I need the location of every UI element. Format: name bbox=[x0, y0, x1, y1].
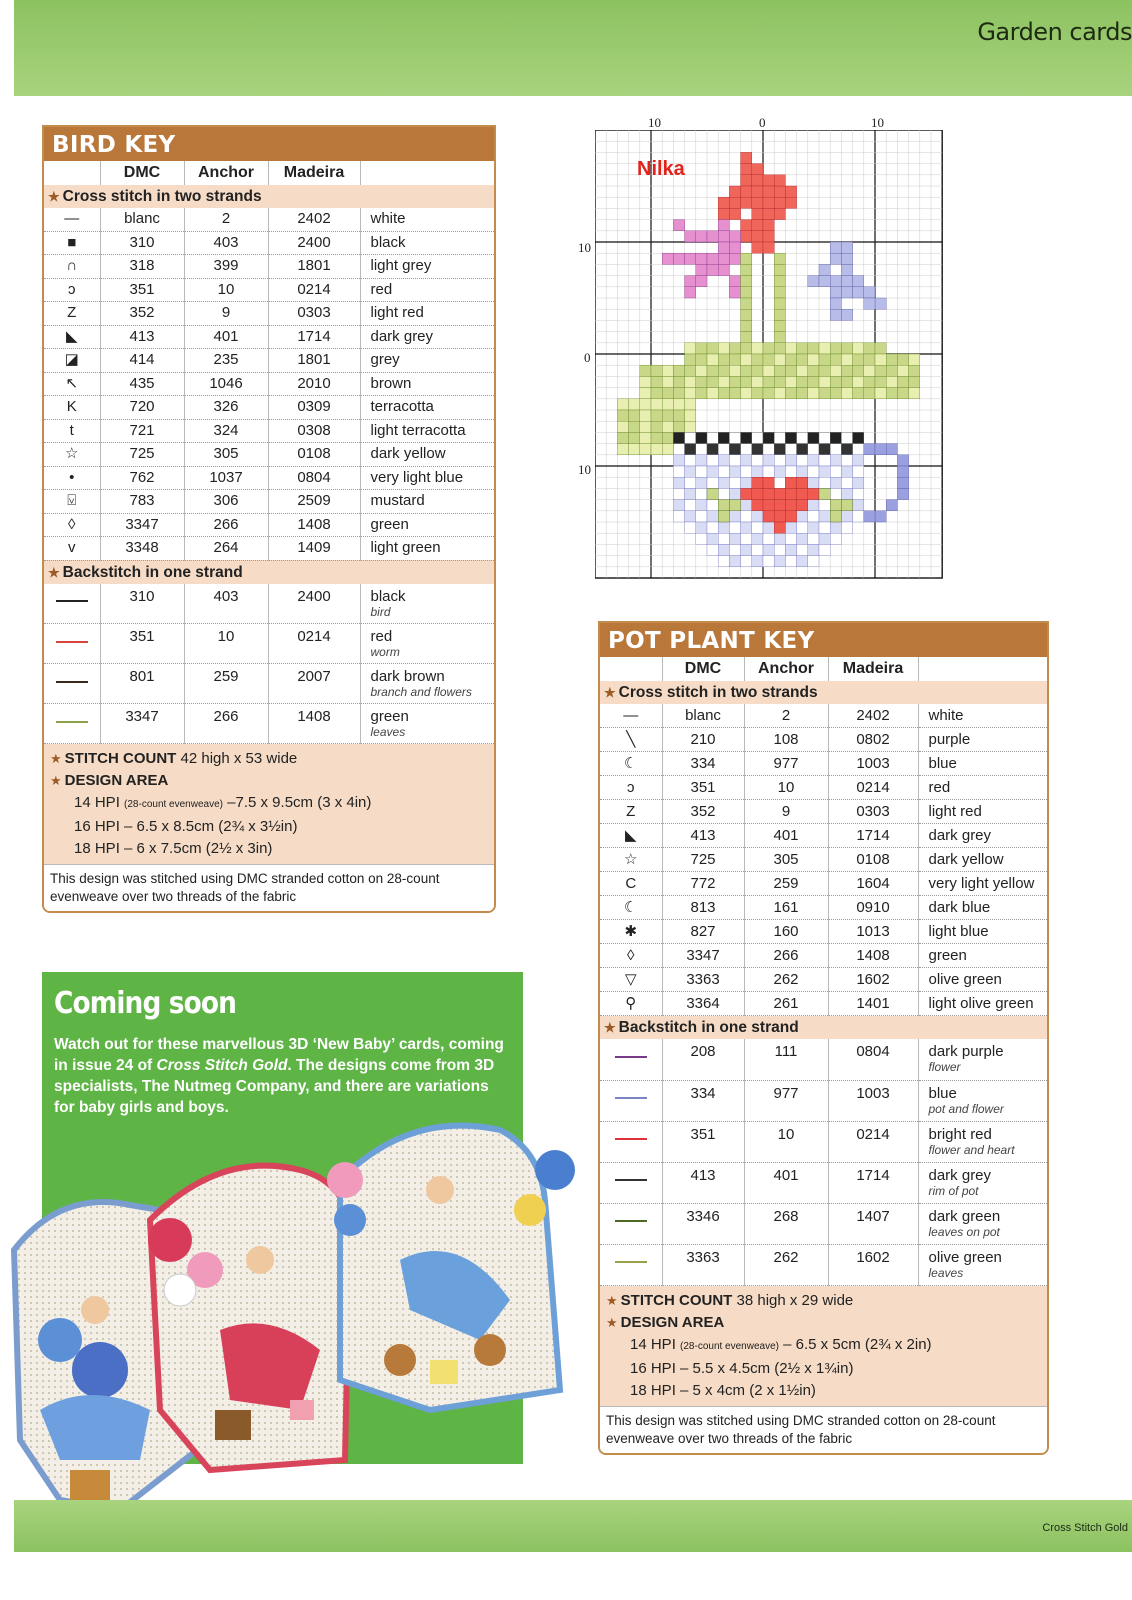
anchor-number: 266 bbox=[184, 704, 268, 744]
madeira-number: 0214 bbox=[268, 278, 360, 302]
thread-row bbox=[44, 255, 494, 279]
anchor-number: 399 bbox=[184, 255, 268, 279]
dmc-number: 3363 bbox=[662, 1244, 744, 1285]
colour-name: dark blue bbox=[918, 896, 1047, 920]
anchor-number: 401 bbox=[184, 325, 268, 349]
dmc-number: 3347 bbox=[100, 513, 184, 537]
colour-name: purple bbox=[918, 728, 1047, 752]
colour-name: red bbox=[918, 776, 1047, 800]
anchor-number: 326 bbox=[184, 396, 268, 420]
backstitch-use: leaves bbox=[370, 725, 406, 739]
colour-name: bright red flower and heart bbox=[918, 1121, 1047, 1162]
backstitch-row bbox=[44, 624, 494, 664]
column-header: DMC bbox=[100, 161, 184, 185]
backstitch-row bbox=[44, 664, 494, 704]
stitch-symbol-icon: ☆ bbox=[600, 848, 662, 872]
dmc-number: 721 bbox=[100, 419, 184, 443]
thread-row bbox=[44, 372, 494, 396]
stitch-count-value: 38 high x 29 wide bbox=[736, 1291, 854, 1309]
design-18: 18 HPI – 5 x 4cm (2 x 1½in) bbox=[630, 1381, 816, 1399]
stitch-symbol-icon: ◊ bbox=[44, 513, 100, 537]
anchor-number: 324 bbox=[184, 419, 268, 443]
backstitch-use: worm bbox=[370, 645, 400, 659]
stitch-symbol-icon: ╲ bbox=[600, 728, 662, 752]
madeira-number: 0804 bbox=[828, 1039, 918, 1080]
backstitch-row bbox=[600, 1080, 1047, 1121]
madeira-number: 0214 bbox=[828, 776, 918, 800]
anchor-number: 401 bbox=[744, 824, 828, 848]
colour-name: green bbox=[918, 944, 1047, 968]
colour-name: black bbox=[360, 231, 494, 255]
anchor-number: 305 bbox=[744, 848, 828, 872]
stitch-symbol-icon: • bbox=[44, 466, 100, 490]
anchor-number: 2 bbox=[744, 704, 828, 728]
madeira-number: 1408 bbox=[268, 704, 360, 744]
madeira-number: 2400 bbox=[268, 231, 360, 255]
anchor-number: 111 bbox=[744, 1039, 828, 1080]
colour-name: light green bbox=[360, 537, 494, 561]
dmc-number: 413 bbox=[100, 325, 184, 349]
madeira-number: 1013 bbox=[828, 920, 918, 944]
colour-name: dark grey bbox=[918, 824, 1047, 848]
anchor-number: 977 bbox=[744, 1080, 828, 1121]
anchor-number: 266 bbox=[184, 513, 268, 537]
cross-stitch-heading: ★ Cross stitch in two strands bbox=[44, 185, 494, 208]
colour-name: dark grey bbox=[360, 325, 494, 349]
colour-name: olive green bbox=[918, 968, 1047, 992]
design-14-note: (28-count evenweave) bbox=[680, 1340, 779, 1352]
colour-name: mustard bbox=[360, 490, 494, 514]
colour-name: light grey bbox=[360, 255, 494, 279]
column-header: Madeira bbox=[828, 657, 918, 681]
colour-name: green bbox=[360, 513, 494, 537]
stitch-symbol-icon: ☾ bbox=[600, 752, 662, 776]
thread-row bbox=[600, 824, 1047, 848]
thread-row bbox=[600, 944, 1047, 968]
backstitch-line-icon bbox=[600, 1203, 662, 1244]
colour-name: terracotta bbox=[360, 396, 494, 420]
backstitch-line-icon bbox=[44, 584, 100, 624]
thread-row bbox=[44, 490, 494, 514]
backstitch-use: flower bbox=[928, 1060, 961, 1074]
thread-row bbox=[600, 968, 1047, 992]
colour-name: dark brown branch and flowers bbox=[360, 664, 494, 704]
madeira-number: 0303 bbox=[268, 302, 360, 326]
bird-key-table bbox=[44, 161, 494, 744]
madeira-number: 0308 bbox=[268, 419, 360, 443]
chart-top-tick-center: 0 bbox=[759, 115, 766, 130]
madeira-number: 1408 bbox=[268, 513, 360, 537]
backstitch-use: leaves bbox=[928, 1265, 964, 1280]
backstitch-line-icon bbox=[600, 1121, 662, 1162]
column-header: Anchor bbox=[744, 657, 828, 681]
madeira-number: 0108 bbox=[268, 443, 360, 467]
anchor-number: 259 bbox=[744, 872, 828, 896]
colour-name: light olive green bbox=[918, 992, 1047, 1016]
dmc-number: 435 bbox=[100, 372, 184, 396]
design-14: 14 HPI bbox=[630, 1335, 676, 1353]
anchor-number: 10 bbox=[744, 776, 828, 800]
backstitch-row bbox=[600, 1162, 1047, 1203]
thread-row bbox=[44, 349, 494, 373]
stitch-symbol-icon: Z bbox=[44, 302, 100, 326]
thread-row bbox=[600, 992, 1047, 1016]
dmc-number: 334 bbox=[662, 1080, 744, 1121]
dmc-number: 318 bbox=[100, 255, 184, 279]
dmc-number: 351 bbox=[662, 776, 744, 800]
chart-top-tick-right: 10 bbox=[871, 115, 884, 130]
madeira-number: 2010 bbox=[268, 372, 360, 396]
dmc-number: 352 bbox=[100, 302, 184, 326]
madeira-number: 1407 bbox=[828, 1203, 918, 1244]
chart-left-tick-bottom: 10 bbox=[578, 462, 591, 477]
backstitch-line-icon bbox=[600, 1162, 662, 1203]
dmc-number: 351 bbox=[100, 624, 184, 664]
backstitch-row bbox=[44, 704, 494, 744]
anchor-number: 268 bbox=[744, 1203, 828, 1244]
backstitch-line-icon bbox=[600, 1080, 662, 1121]
madeira-number: 1801 bbox=[268, 349, 360, 373]
baby-card-middle bbox=[148, 1166, 350, 1470]
backstitch-line-icon bbox=[44, 624, 100, 664]
madeira-number: 1714 bbox=[268, 325, 360, 349]
colour-name: dark grey rim of pot bbox=[918, 1162, 1047, 1203]
thread-row bbox=[44, 396, 494, 420]
stitch-symbol-icon: ◪ bbox=[44, 349, 100, 373]
thread-row bbox=[600, 848, 1047, 872]
dmc-number: 801 bbox=[100, 664, 184, 704]
anchor-number: 9 bbox=[744, 800, 828, 824]
anchor-number: 10 bbox=[744, 1121, 828, 1162]
bird-key bbox=[42, 125, 496, 913]
design-area-label: DESIGN AREA bbox=[620, 1313, 725, 1331]
madeira-number: 0802 bbox=[828, 728, 918, 752]
anchor-number: 108 bbox=[744, 728, 828, 752]
stitch-symbol-icon: Z bbox=[600, 800, 662, 824]
dmc-number: 414 bbox=[100, 349, 184, 373]
thread-row bbox=[600, 872, 1047, 896]
colour-name: red bbox=[360, 278, 494, 302]
madeira-number: 0804 bbox=[268, 466, 360, 490]
thread-row bbox=[600, 704, 1047, 728]
colour-name: very light blue bbox=[360, 466, 494, 490]
dmc-number: 3348 bbox=[100, 537, 184, 561]
colour-name: brown bbox=[360, 372, 494, 396]
bottom-band bbox=[14, 1500, 1132, 1552]
dmc-number: 813 bbox=[662, 896, 744, 920]
anchor-number: 264 bbox=[184, 537, 268, 561]
madeira-number: 1401 bbox=[828, 992, 918, 1016]
stitch-symbol-icon: t bbox=[44, 419, 100, 443]
thread-row bbox=[600, 896, 1047, 920]
dmc-number: 762 bbox=[100, 466, 184, 490]
header-blank bbox=[360, 161, 494, 185]
stitch-symbol-icon: ⚲ bbox=[600, 992, 662, 1016]
thread-row bbox=[44, 537, 494, 561]
colour-name: white bbox=[360, 208, 494, 231]
dmc-number: 720 bbox=[100, 396, 184, 420]
colour-name: dark purple flower bbox=[918, 1039, 1047, 1080]
stitch-symbol-icon: C bbox=[600, 872, 662, 896]
column-header: Anchor bbox=[184, 161, 268, 185]
thread-row bbox=[600, 800, 1047, 824]
colour-name: red worm bbox=[360, 624, 494, 664]
madeira-number: 1801 bbox=[268, 255, 360, 279]
madeira-number: 1602 bbox=[828, 1244, 918, 1285]
backstitch-line-icon bbox=[44, 704, 100, 744]
anchor-number: 403 bbox=[184, 584, 268, 624]
dmc-number: 208 bbox=[662, 1039, 744, 1080]
coming-soon-title: Coming soon bbox=[54, 986, 237, 1021]
anchor-number: 261 bbox=[744, 992, 828, 1016]
colour-name: dark green leaves on pot bbox=[918, 1203, 1047, 1244]
dmc-number: 783 bbox=[100, 490, 184, 514]
cross-stitch-heading: ★ Cross stitch in two strands bbox=[600, 681, 1047, 704]
dmc-number: 310 bbox=[100, 584, 184, 624]
backstitch-line-icon bbox=[600, 1244, 662, 1285]
design-16: 16 HPI – 5.5 x 4.5cm (2½ x 1¾in) bbox=[630, 1359, 854, 1377]
anchor-number: 161 bbox=[744, 896, 828, 920]
stitch-symbol-icon: ◣ bbox=[600, 824, 662, 848]
chart-left-tick-middle: 0 bbox=[584, 350, 591, 365]
madeira-number: 0108 bbox=[828, 848, 918, 872]
madeira-number: 1408 bbox=[828, 944, 918, 968]
thread-row bbox=[600, 728, 1047, 752]
section-title: Garden cards bbox=[977, 18, 1132, 46]
backstitch-line-icon bbox=[600, 1039, 662, 1080]
madeira-number: 2509 bbox=[268, 490, 360, 514]
thread-row bbox=[44, 325, 494, 349]
colour-name: blue pot and flower bbox=[918, 1080, 1047, 1121]
pot-plant-key bbox=[598, 621, 1049, 1455]
anchor-number: 262 bbox=[744, 1244, 828, 1285]
header-blank bbox=[600, 657, 662, 681]
stitch-symbol-icon: ↄ bbox=[44, 278, 100, 302]
stitch-count-value: 42 high x 53 wide bbox=[180, 750, 298, 767]
baby-card-right bbox=[327, 1126, 575, 1410]
stitch-symbol-icon: ✱ bbox=[600, 920, 662, 944]
anchor-number: 306 bbox=[184, 490, 268, 514]
header-blank bbox=[44, 161, 100, 185]
top-band bbox=[14, 0, 1132, 96]
stitch-symbol-icon: v bbox=[44, 537, 100, 561]
backstitch-row bbox=[600, 1203, 1047, 1244]
chart-top-tick-left: 10 bbox=[648, 115, 661, 130]
colour-name: green leaves bbox=[360, 704, 494, 744]
dmc-number: 351 bbox=[100, 278, 184, 302]
backstitch-use: flower and heart bbox=[928, 1142, 1015, 1157]
coming-soon-text: Watch out for these marvellous 3D ‘New Baby’ cards, coming in issue 24 of Cross Stitch Gold. The designs come from 3D specialists, The Nutmeg Company, and there are variations for baby girls and boys. bbox=[54, 1036, 504, 1116]
madeira-number: 1409 bbox=[268, 537, 360, 561]
colour-name: grey bbox=[360, 349, 494, 373]
backstitch-row bbox=[600, 1039, 1047, 1080]
dmc-number: 413 bbox=[662, 824, 744, 848]
backstitch-heading: ★ Backstitch in one strand bbox=[44, 560, 494, 584]
backstitch-use: branch and flowers bbox=[370, 685, 472, 699]
madeira-number: 2402 bbox=[828, 704, 918, 728]
anchor-number: 1046 bbox=[184, 372, 268, 396]
design-14: 14 HPI bbox=[74, 794, 120, 811]
design-14-note: (28-count evenweave) bbox=[124, 799, 223, 810]
colour-name: light blue bbox=[918, 920, 1047, 944]
stitch-symbol-icon: ⍌ bbox=[44, 490, 100, 514]
anchor-number: 10 bbox=[184, 624, 268, 664]
backstitch-heading: ★ Backstitch in one strand bbox=[600, 1016, 1047, 1040]
anchor-number: 9 bbox=[184, 302, 268, 326]
backstitch-use: bird bbox=[370, 604, 391, 619]
stitch-symbol-icon: — bbox=[44, 208, 100, 231]
thread-row bbox=[600, 776, 1047, 800]
thread-row bbox=[44, 466, 494, 490]
anchor-number: 259 bbox=[184, 664, 268, 704]
dmc-number: 3364 bbox=[662, 992, 744, 1016]
anchor-number: 2 bbox=[184, 208, 268, 231]
stitch-count-label: STITCH COUNT bbox=[64, 750, 177, 767]
anchor-number: 262 bbox=[744, 968, 828, 992]
backstitch-use: rim of pot bbox=[928, 1183, 979, 1198]
stitch-symbol-icon: ■ bbox=[44, 231, 100, 255]
design-area-label: DESIGN AREA bbox=[64, 772, 169, 789]
anchor-number: 1037 bbox=[184, 466, 268, 490]
madeira-number: 2007 bbox=[268, 664, 360, 704]
dmc-number: blanc bbox=[100, 208, 184, 231]
madeira-number: 0910 bbox=[828, 896, 918, 920]
dmc-number: 827 bbox=[662, 920, 744, 944]
chart-credit: Nilka bbox=[637, 158, 685, 180]
anchor-number: 10 bbox=[184, 278, 268, 302]
madeira-number: 1604 bbox=[828, 872, 918, 896]
stitch-symbol-icon: K bbox=[44, 396, 100, 420]
thread-row bbox=[44, 231, 494, 255]
chart-left-tick-top: 10 bbox=[578, 240, 591, 255]
colour-name: light red bbox=[918, 800, 1047, 824]
colour-name: olive green leaves bbox=[918, 1244, 1047, 1285]
stitch-symbol-icon: ↖ bbox=[44, 372, 100, 396]
stitch-symbol-icon: ∩ bbox=[44, 255, 100, 279]
dmc-number: 334 bbox=[662, 752, 744, 776]
dmc-number: 3347 bbox=[662, 944, 744, 968]
header-blank bbox=[918, 657, 1047, 681]
stitch-symbol-icon: ↄ bbox=[600, 776, 662, 800]
dmc-number: 772 bbox=[662, 872, 744, 896]
stitch-symbol-icon: ◊ bbox=[600, 944, 662, 968]
backstitch-row bbox=[600, 1244, 1047, 1285]
backstitch-use: leaves on pot bbox=[928, 1224, 1000, 1239]
colour-name: black bird bbox=[360, 584, 494, 624]
stitch-symbol-icon: ☆ bbox=[44, 443, 100, 467]
stitch-count-label: STITCH COUNT bbox=[620, 1291, 733, 1309]
design-16: 16 HPI – 6.5 x 8.5cm (2¾ x 3½in) bbox=[74, 818, 298, 835]
thread-row bbox=[44, 443, 494, 467]
colour-name: white bbox=[918, 704, 1047, 728]
pot-key-note: This design was stitched using DMC stranded cotton on 28-count evenweave over two threads of the fabric bbox=[600, 1406, 1047, 1453]
thread-row bbox=[44, 513, 494, 537]
pot-plant-chart bbox=[595, 130, 943, 580]
thread-row bbox=[600, 920, 1047, 944]
stitch-symbol-icon: — bbox=[600, 704, 662, 728]
footer-magazine: Cross Stitch Gold bbox=[1042, 1522, 1128, 1534]
backstitch-line-icon bbox=[44, 664, 100, 704]
anchor-number: 403 bbox=[184, 231, 268, 255]
anchor-number: 977 bbox=[744, 752, 828, 776]
pot-key-footer: ★ STITCH COUNT 38 high x 29 wide ★ DESIGN AREA 14 HPI (28-count evenweave) – 6.5 x 5cm (2¾ x 2in) 16 HPI – 5.5 x 4.5cm (2½ x 1¾in) 18 HPI – 5 x 4cm (2 x 1½in) bbox=[600, 1286, 1047, 1406]
dmc-number: 3347 bbox=[100, 704, 184, 744]
colour-name: very light yellow bbox=[918, 872, 1047, 896]
thread-row bbox=[44, 302, 494, 326]
colour-name: dark yellow bbox=[918, 848, 1047, 872]
madeira-number: 1003 bbox=[828, 1080, 918, 1121]
bird-key-footer: ★ STITCH COUNT 42 high x 53 wide ★ DESIGN AREA 14 HPI (28-count evenweave) –7.5 x 9.5cm (3 x 4in) 16 HPI – 6.5 x 8.5cm (2¾ x 3½in) 18 HPI – 6 x 7.5cm (2½ x 3in) bbox=[44, 744, 494, 864]
backstitch-row bbox=[44, 584, 494, 624]
dmc-number: 310 bbox=[100, 231, 184, 255]
madeira-number: 0309 bbox=[268, 396, 360, 420]
madeira-number: 0214 bbox=[828, 1121, 918, 1162]
stitch-symbol-icon: ▽ bbox=[600, 968, 662, 992]
thread-row bbox=[600, 752, 1047, 776]
madeira-number: 1003 bbox=[828, 752, 918, 776]
backstitch-row bbox=[600, 1121, 1047, 1162]
baby-cards-photo bbox=[0, 1110, 600, 1530]
colour-name: light red bbox=[360, 302, 494, 326]
anchor-number: 266 bbox=[744, 944, 828, 968]
design-14-size: –7.5 x 9.5cm (3 x 4in) bbox=[227, 794, 372, 811]
stitch-symbol-icon: ☾ bbox=[600, 896, 662, 920]
colour-name: blue bbox=[918, 752, 1047, 776]
madeira-number: 2400 bbox=[268, 584, 360, 624]
dmc-number: 725 bbox=[100, 443, 184, 467]
thread-row bbox=[44, 419, 494, 443]
madeira-number: 0214 bbox=[268, 624, 360, 664]
anchor-number: 160 bbox=[744, 920, 828, 944]
dmc-number: 352 bbox=[662, 800, 744, 824]
dmc-number: 725 bbox=[662, 848, 744, 872]
dmc-number: 3346 bbox=[662, 1203, 744, 1244]
anchor-number: 235 bbox=[184, 349, 268, 373]
dmc-number: blanc bbox=[662, 704, 744, 728]
anchor-number: 401 bbox=[744, 1162, 828, 1203]
bird-key-note: This design was stitched using DMC stranded cotton on 28-count evenweave over two threads of the fabric bbox=[44, 864, 494, 911]
column-header: Madeira bbox=[268, 161, 360, 185]
pot-key-table bbox=[600, 657, 1047, 1286]
pot-key-title: POT PLANT KEY bbox=[600, 623, 1047, 657]
thread-row bbox=[44, 208, 494, 231]
madeira-number: 1714 bbox=[828, 1162, 918, 1203]
bird-key-title: BIRD KEY bbox=[44, 127, 494, 161]
design-14-size: – 6.5 x 5cm (2¾ x 2in) bbox=[783, 1335, 932, 1353]
dmc-number: 413 bbox=[662, 1162, 744, 1203]
dmc-number: 3363 bbox=[662, 968, 744, 992]
madeira-number: 1714 bbox=[828, 824, 918, 848]
madeira-number: 2402 bbox=[268, 208, 360, 231]
design-18: 18 HPI – 6 x 7.5cm (2½ x 3in) bbox=[74, 840, 273, 857]
column-header: DMC bbox=[662, 657, 744, 681]
dmc-number: 210 bbox=[662, 728, 744, 752]
anchor-number: 305 bbox=[184, 443, 268, 467]
colour-name: dark yellow bbox=[360, 443, 494, 467]
dmc-number: 351 bbox=[662, 1121, 744, 1162]
colour-name: light terracotta bbox=[360, 419, 494, 443]
backstitch-use: pot and flower bbox=[928, 1101, 1004, 1116]
thread-row bbox=[44, 278, 494, 302]
stitch-symbol-icon: ◣ bbox=[44, 325, 100, 349]
madeira-number: 0303 bbox=[828, 800, 918, 824]
madeira-number: 1602 bbox=[828, 968, 918, 992]
